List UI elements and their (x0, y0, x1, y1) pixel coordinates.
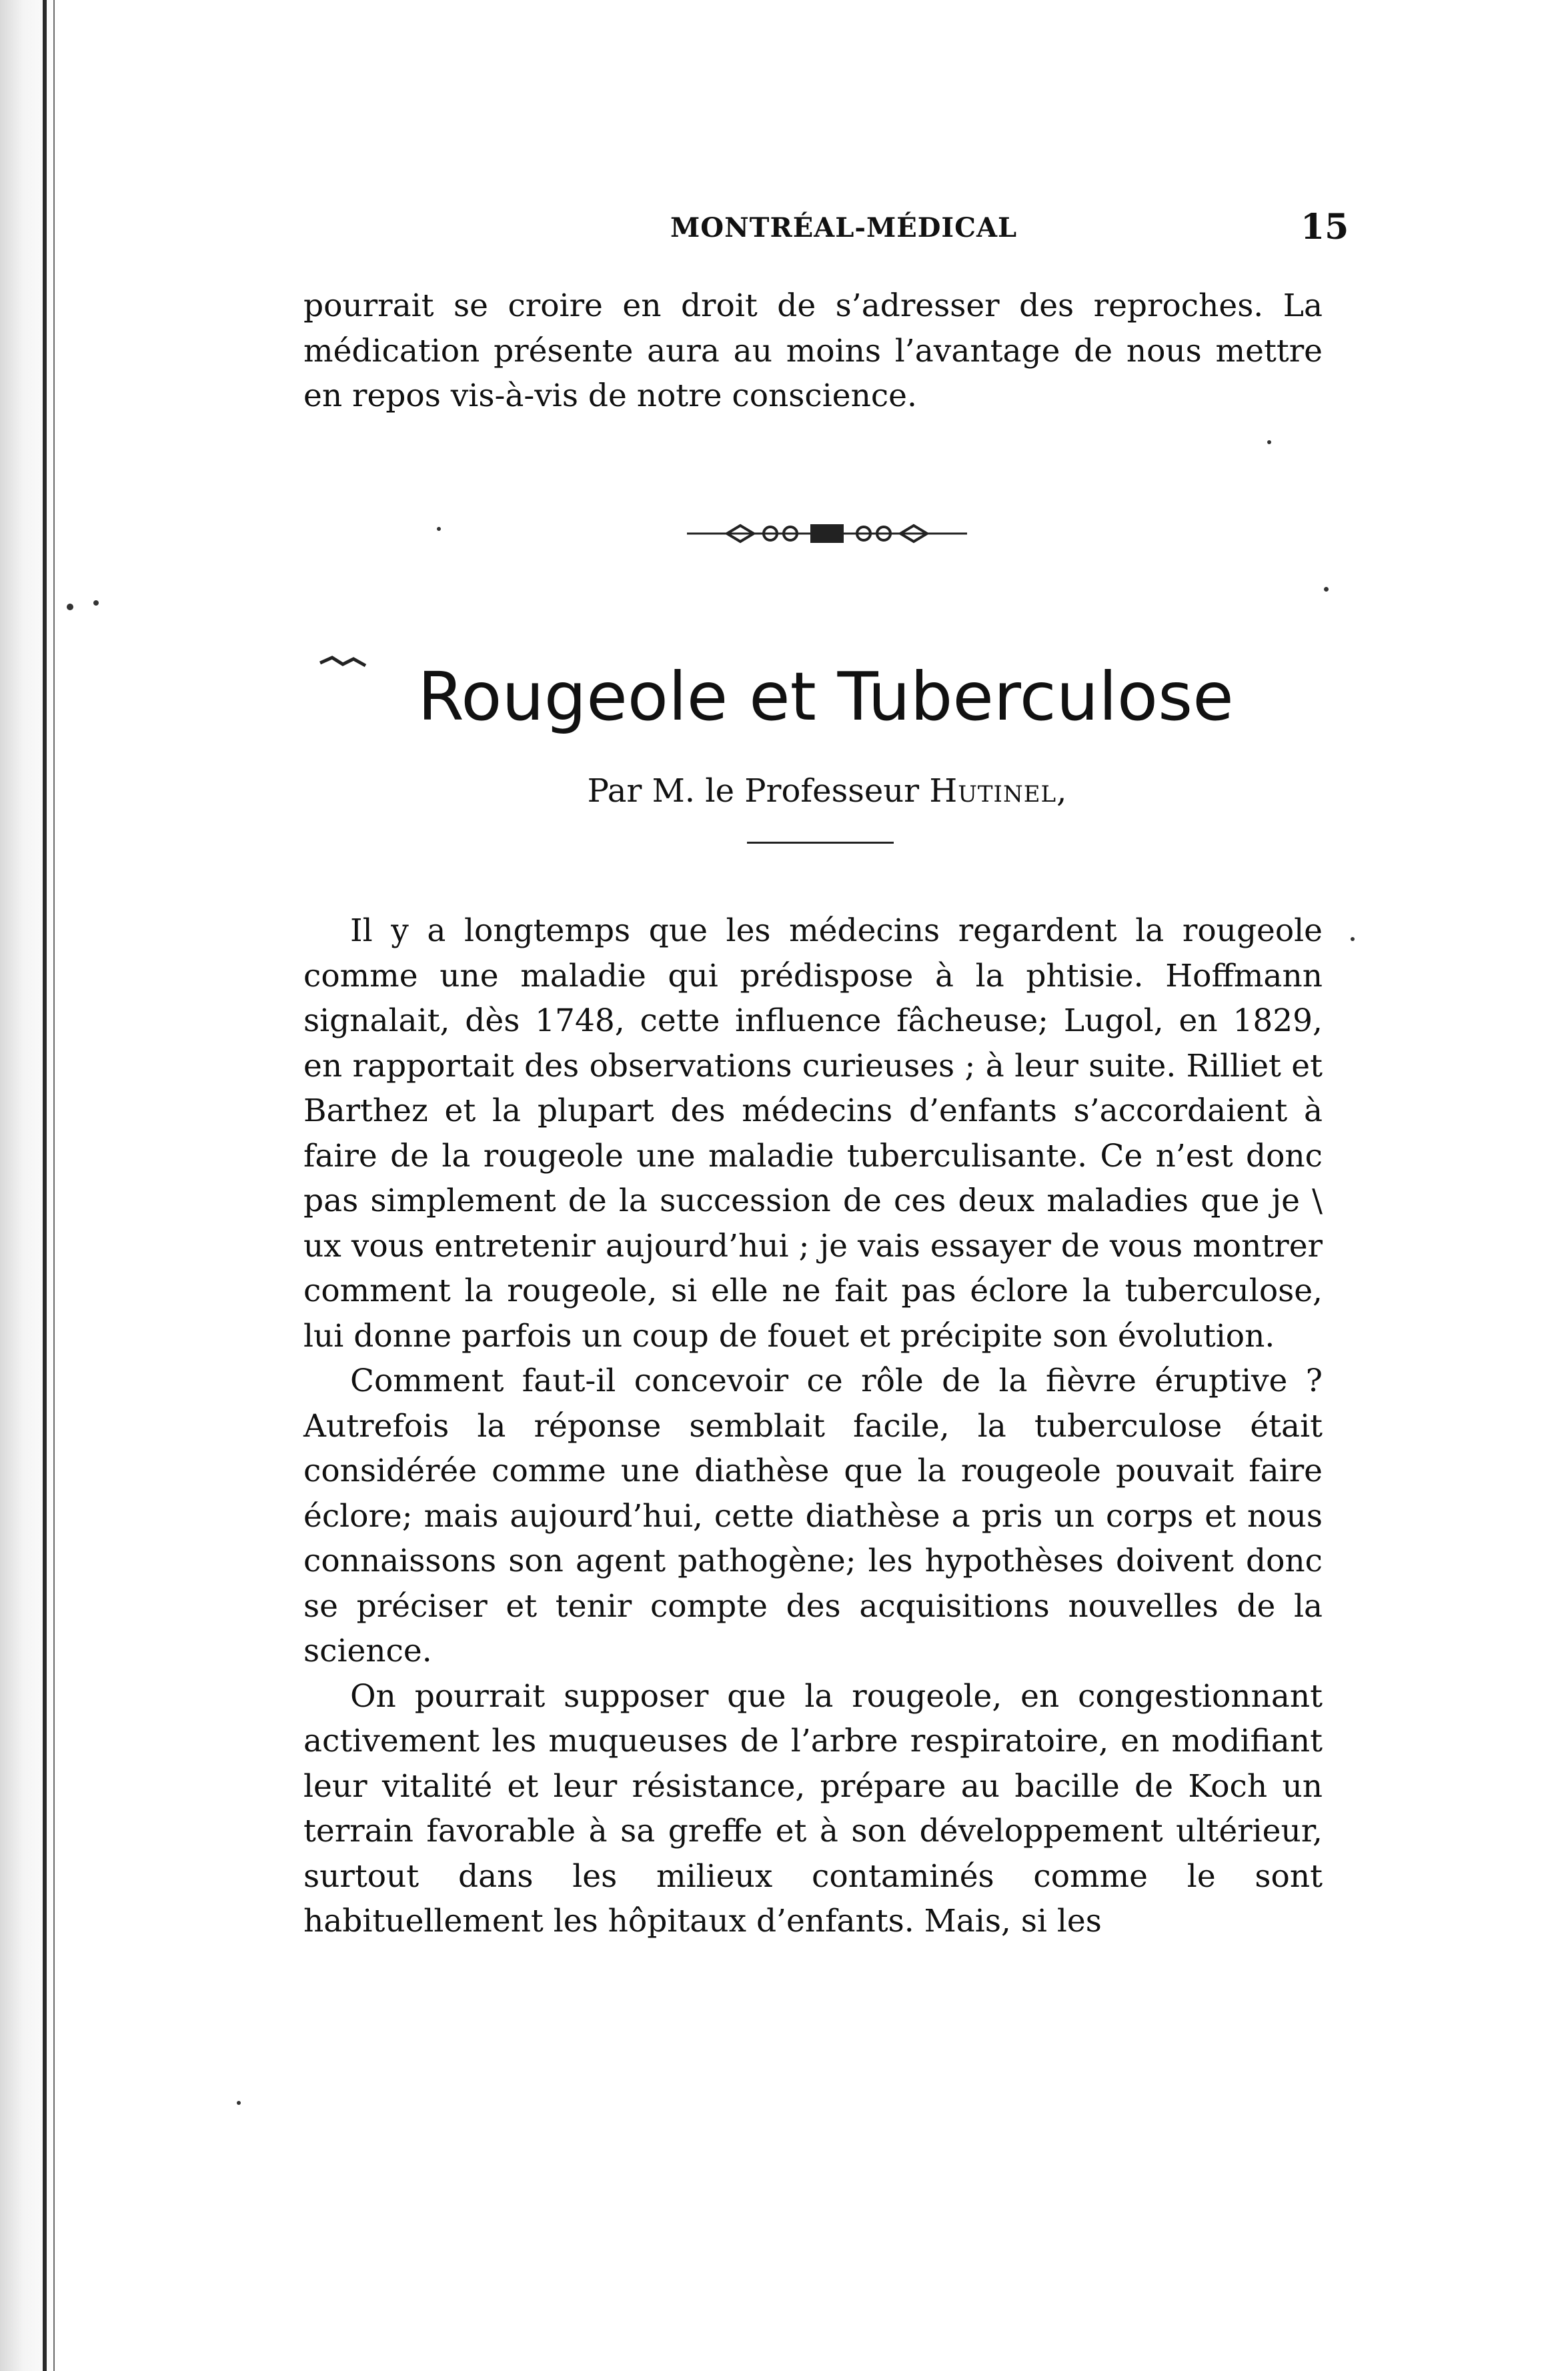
paragraph: pourrait se croire en droit de s’adresser des reproches. La médication présente aura au moins l’avantage de nous mettre en repos vis-à-vis de notre conscience. (303, 287, 1323, 414)
paragraph: Comment faut-il concevoir ce rôle de la fièvre éruptive ? Autrefois la réponse semblait facile, la tuberculose était considérée comme une diathèse que la rougeole pouvait faire éclore; mais aujourd’hui, cette diathèse a pris un corps et nous connaissons son agent pathogène; les hypothèses doivent donc se préciser et tenir compte des acquisitions nouvelles de la science. (303, 1363, 1323, 1669)
paragraph: Il y a longtemps que les médecins regardent la rougeole comme une maladie qui prédispose à la phtisie. Hoffmann signalait, dès 1748, cette influence fâcheuse; Lugol, en 1829, en rapportait des observations curieuses ; à leur suite. Rilliet et Barthez et la plupart des médecins d’enfants s’accordaient à faire de la rougeole une maladie tuberculisante. Ce n’est donc pas simplement de la succession de ces deux maladies que je \ ux vous entretenir aujourd’hui ; je vais essayer de vous montrer comment la rougeole, si elle ne fait pas éclore la tuberculose, lui donne parfois un coup de fouet et précipite son évolution. (303, 912, 1323, 1355)
page-binding-shadow (0, 0, 60, 2371)
opening-paragraph-block (303, 283, 1323, 419)
page-binding-edge-inner (53, 0, 55, 2371)
print-speck (1351, 937, 1355, 941)
print-speck (237, 2101, 241, 2105)
byline-author: Hutinel, (929, 772, 1068, 810)
article-byline (0, 772, 1568, 810)
print-speck (67, 604, 73, 610)
byline-prefix: Par M. le Professeur (587, 772, 930, 810)
page-binding-edge (43, 0, 47, 2371)
article-title: Rougeole et Tuberculose (418, 658, 1234, 736)
print-speck (93, 600, 99, 606)
print-speck (1324, 587, 1329, 592)
print-speck (437, 527, 441, 531)
print-speck (1267, 440, 1271, 444)
running-head: MONTRÉAL-MÉDICAL (670, 212, 1018, 243)
title-divider (747, 842, 894, 844)
page-number: 15 (1301, 207, 1349, 247)
section-ornament (687, 519, 967, 548)
paragraph: On pourrait supposer que la rougeole, en congestionnant activement les muqueuses de l’arbre respiratoire, en modifiant leur vitalité et leur résistance, prépare au bacille de Koch un terrain favorable à sa greffe et à son développement ultérieur, surtout dans les milieux contaminés comme le sont habituellement les hôpitaux d’enfants. Mais, si les (303, 1677, 1323, 1939)
article-body (303, 908, 1323, 1944)
